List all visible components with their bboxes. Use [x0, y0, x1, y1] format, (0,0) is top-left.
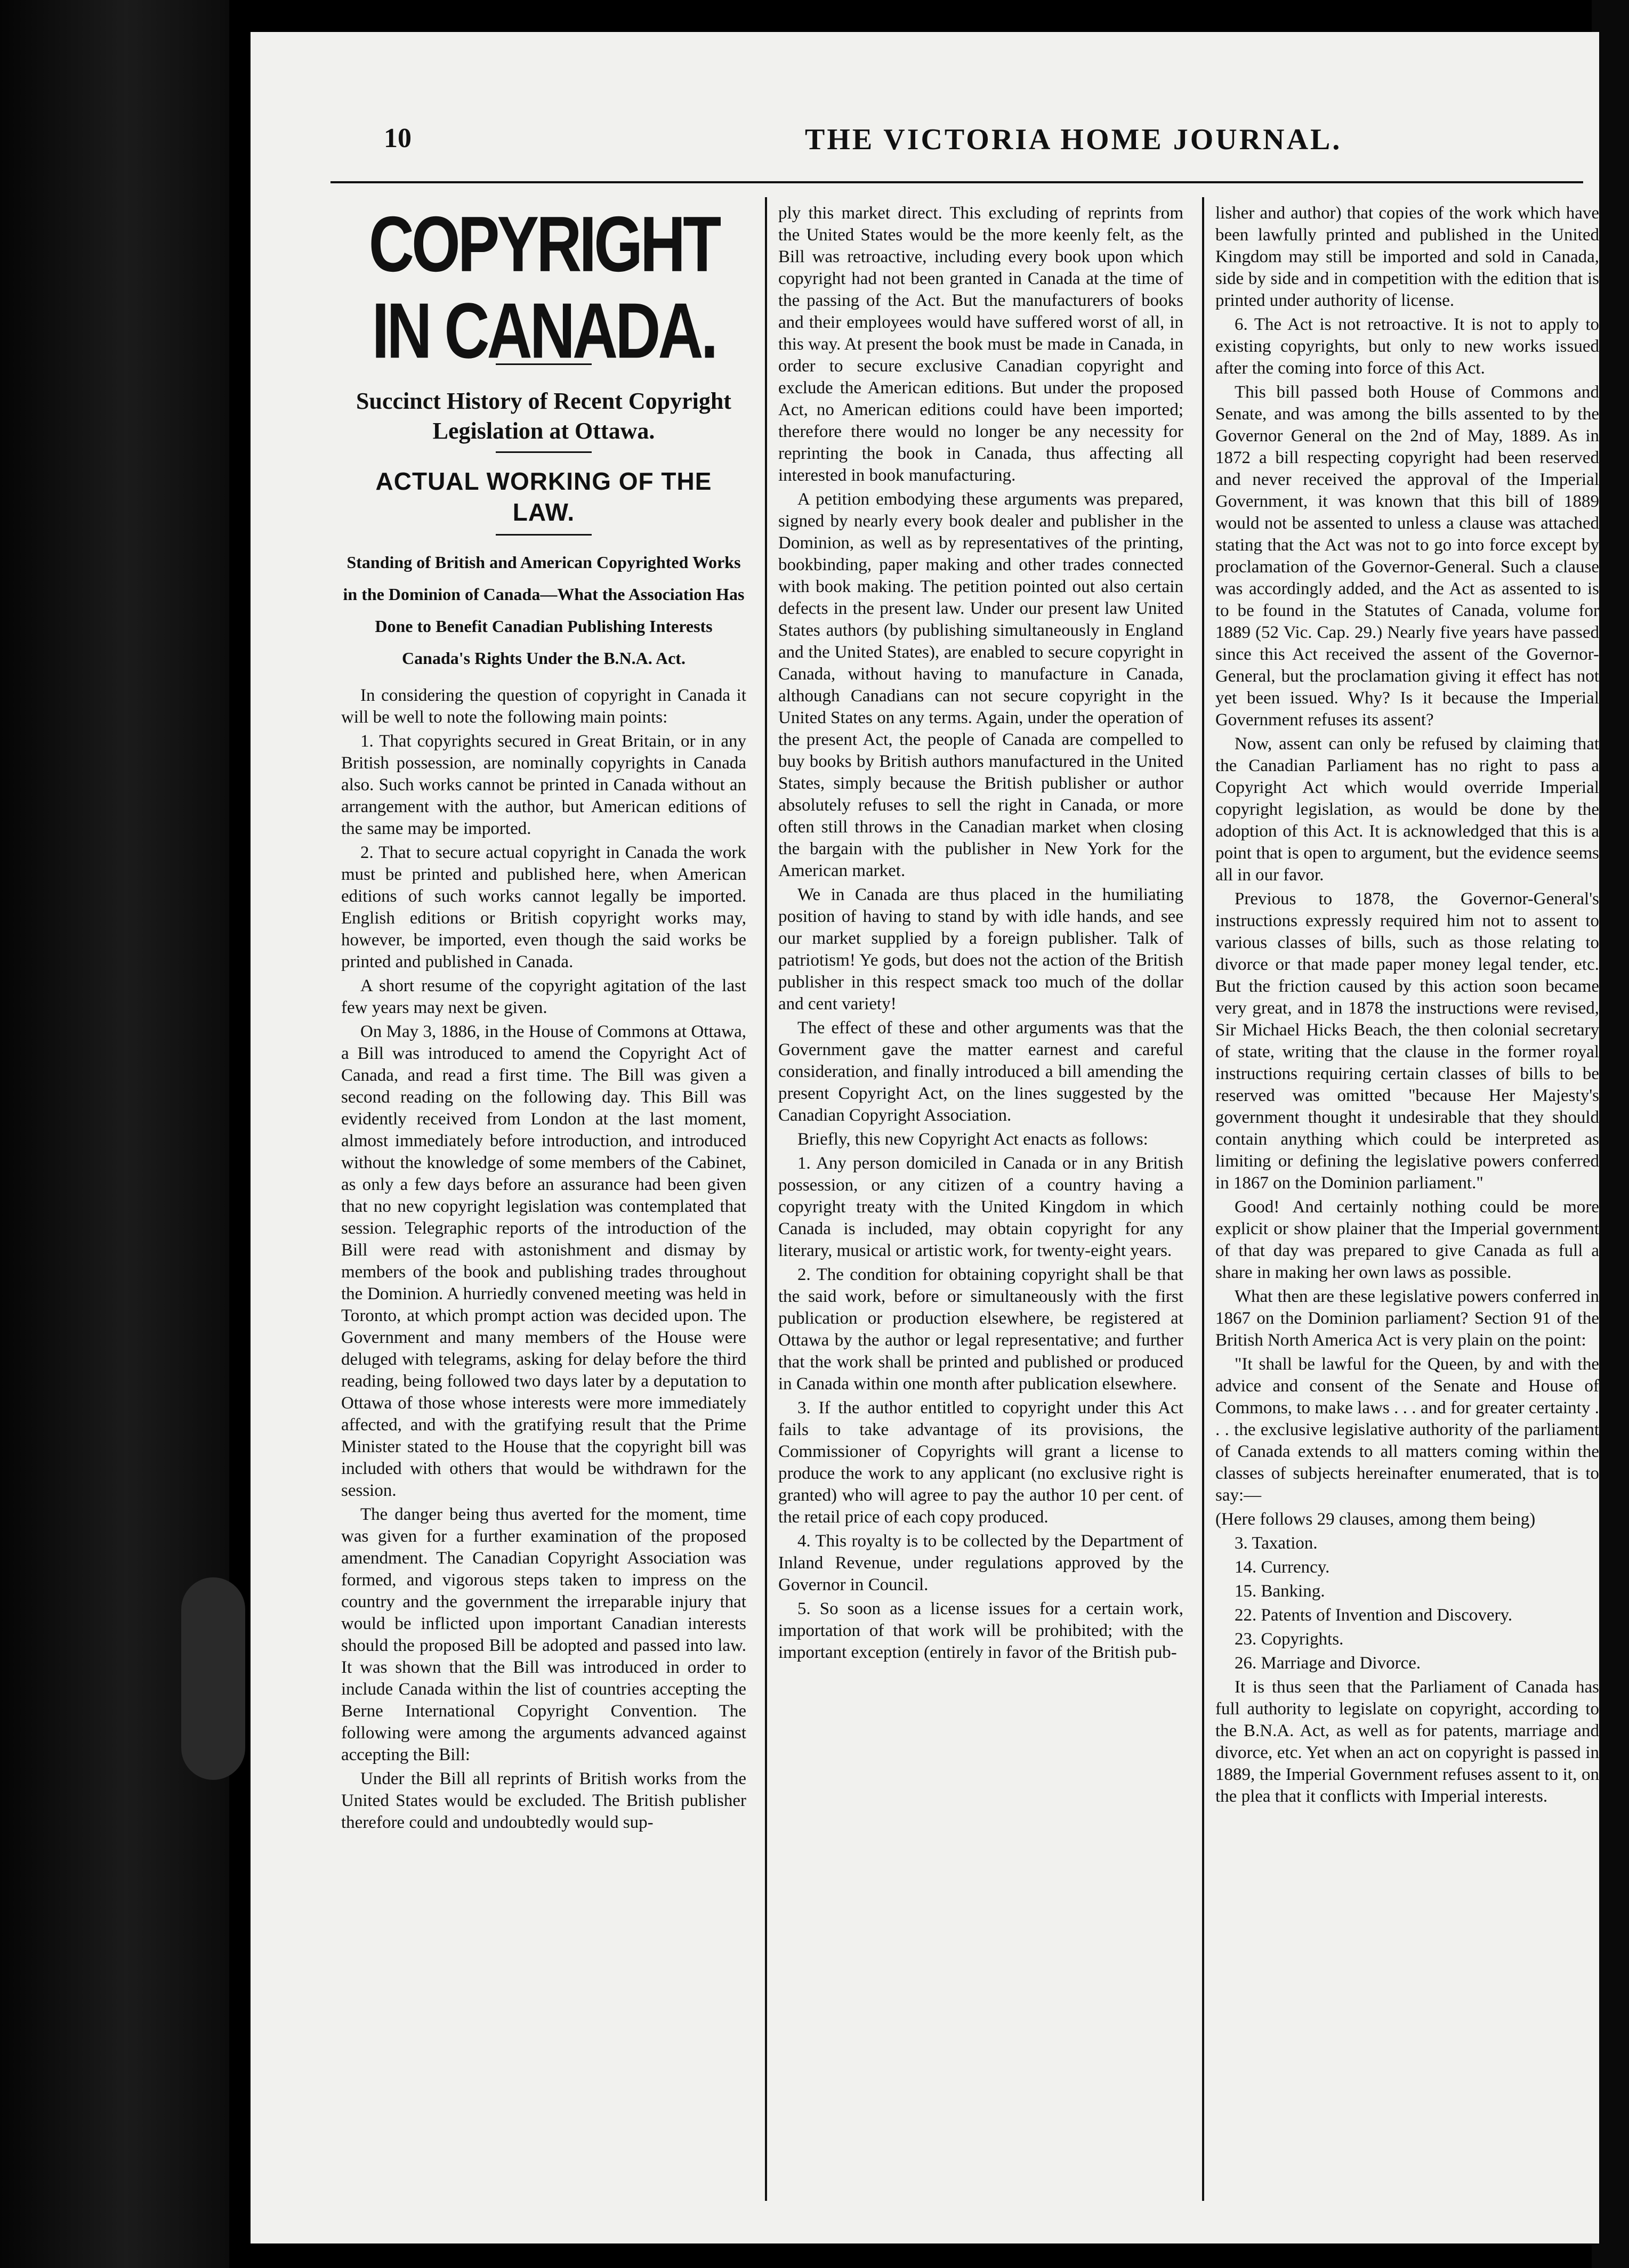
paragraph: 2. The condition for obtaining copyright shall be that the said work, before or simultaneously with the first publication or production elsewhere, be registered at Ottawa by the author or legal representative; and further that the work shall be printed and published or produced in Canada within one month after publication elsewhere.	[778, 1265, 1183, 1394]
paragraph: (Here follows 29 clauses, among them being)	[1215, 1510, 1536, 1529]
paragraph: The danger being thus averted for the moment, time was given for a further examination of the proposed amendment. The Canadian Copyright Association was formed, and vigorous steps taken to impress on the country and the government the irreparable injury that would be inflicted upon important Canadian interests should the proposed Bill be adopted and passed into law. It was shown that the Bill was introduced in order to include Canada within the list of countries accepting the Berne International Copyright Convention. The following were among the arguments advanced against accepting the Bill:	[341, 1505, 746, 1764]
binding-clip	[181, 1577, 245, 1780]
paragraph: Previous to 1878, the Governor-General's instructions expressly required him not to assent to various classes of bills, such as those relating to divorce or that made paper money legal tender, etc. But the friction caused by this action soon became very great, and in 1878 the instructions were revised, Sir Michael Hicks Beach, the then colonial secretary of state, writing that the clause in the former royal instructions requiring certain classes of bills to be reserved was omitted "because Her Majesty's government thought it undesirable that they should contain anything which could be interpreted as limiting or defining the legislative powers conferred in 1867 on the Dominion parliament."	[1215, 889, 1599, 1193]
column-divider	[1202, 197, 1204, 2201]
paragraph: What then are these legislative powers conferred in 1867 on the Dominion parliament? Section 91 of the British North America Act is very plain on the point:	[1215, 1287, 1599, 1350]
paragraph: A petition embodying these arguments was prepared, signed by nearly every book dealer and publisher in the Dominion, as well as by representatives of the printing, bookbinding, paper making and other trades connected with book making. The petition pointed out also certain defects in the present law. Under our present law United States authors (by publishing simultaneously in England and the United States), are enabled to secure copyright in Canada, without having to manufacture in Canada, although Canadians can not secure copyright in the United States on any terms. Again, under the operation of the present Act, the people of Canada are compelled to buy books by British authors manufactured in the United States, simply because the British publisher or author absolutely refuses to sell the right in Canada, or more often still throws in the Canadian market when closing the bargain with the publisher in New York for the American market.	[778, 490, 1183, 880]
paragraph: 3. If the author entitled to copyright under this Act fails to take advantage of its provisions, the Commissioner of Copyrights will grant a license to produce the work to any applicant (no exclusive right is granted) who will agree to pay the author 10 per cent. of the retail price of each copy produced.	[778, 1398, 1183, 1527]
paragraph: lisher and author) that copies of the work which have been lawfully printed and published in the United Kingdom may still be imported and sold in Canada, side by side and in competition with the edition that is printed under authority of license.	[1215, 204, 1599, 310]
paragraph: 6. The Act is not retroactive. It is not to apply to existing copyrights, but only to new works issued after the coming into force of this Act.	[1215, 315, 1599, 378]
book-binding-edge	[0, 0, 229, 2268]
column-divider	[765, 197, 767, 2201]
list-item: 15. Banking.	[1235, 1582, 1325, 1601]
paragraph: In considering the question of copyright in Canada it will be well to note the following main points:	[341, 686, 746, 727]
paragraph: Good! And certainly nothing could be more explicit or show plainer that the Imperial government of that day was prepared to give Canada as full a share in making her own laws as possible.	[1215, 1197, 1599, 1282]
paragraph: 1. That copyrights secured in Great Britain, or in any British possession, are nominally copyrights in Canada also. Such works cannot be printed in Canada without an arrangement with the author, but American editions of the same may be imported.	[341, 732, 746, 838]
column-3	[1215, 203, 1599, 2228]
article-heading: ACTUAL WORKING OF THE LAW.	[375, 467, 712, 526]
subtitle-rule	[496, 451, 592, 453]
paragraph: The effect of these and other arguments was that the Government gave the matter earnest and careful consideration, and finally introduced a bill amending the present Copyright Act, on the lines suggested by the Canadian Copyright Association.	[778, 1018, 1183, 1125]
paragraph: We in Canada are thus placed in the humiliating position of having to stand by with idle hands, and see our market supplied by a foreign publisher. Talk of patriotism! Ye gods, but does not the action of the British publisher in this respect smack too much of the dollar and cent variety!	[778, 885, 1183, 1014]
heading-rule	[496, 534, 592, 536]
article-subtitle: Succinct History of Recent Copyright Legislation at Ottawa.	[356, 388, 731, 444]
paragraph: 5. So soon as a license issues for a certain work, importation of that work will be prohibited; with the important exception (entirely in favor of the British pub-	[778, 1599, 1183, 1662]
article-title: COPYRIGHT IN CANADA.	[368, 203, 719, 375]
list-item: 22. Patents of Invention and Discovery.	[1235, 1606, 1513, 1625]
paragraph: 4. This royalty is to be collected by the Department of Inland Revenue, under regulations approved by the Governor in Council.	[778, 1532, 1183, 1594]
list-item: 3. Taxation.	[1235, 1534, 1318, 1553]
paragraph: Under the Bill all reprints of British works from the United States would be excluded. The British publisher therefore could and undoubtedly would sup-	[341, 1769, 746, 1832]
paragraph: "It shall be lawful for the Queen, by and with the advice and consent of the Senate and House of Commons, to make laws . . . and for greater certainty . . . the exclusive legislative authority of the parliament of Canada extends to all matters coming within the classes of subjects hereinafter enumerated, that is to say:—	[1215, 1355, 1599, 1505]
paragraph: This bill passed both House of Commons and Senate, and was among the bills assented to by the Governor General on the 2nd of May, 1889. As in 1872 a bill respecting copyright had been reserved and never received the approval of the Imperial Government, it was known that this bill of 1889 would not be assented to unless a clause was attached stating that the Act was not to go into force except by proclamation of the Governor-General. Such a clause was accordingly added, and the Act as assented to is to be found in the Statutes of Canada, volume for 1889 (52 Vic. Cap. 29.) Nearly five years have passed since this Act received the assent of the Governor-General, but the proclamation giving it effect has not yet been issued. Why? Is it because the Imperial Government refuses its assent?	[1215, 383, 1599, 730]
column-2	[778, 203, 1183, 2228]
page-number: 10	[384, 123, 412, 153]
list-item: 14. Currency.	[1235, 1558, 1330, 1577]
list-item: 26. Marriage and Divorce.	[1235, 1654, 1421, 1673]
article-deck	[341, 546, 746, 674]
journal-title: THE VICTORIA HOME JOURNAL.	[805, 123, 1342, 156]
paragraph: ply this market direct. This excluding of reprints from the United States would be the more keenly felt, as the Bill was retroactive, including every book upon which copyright had not been granted in Canada at the time of the passing of the Act. But the manufacturers of books and their employees would have suffered worst of all, in this way. At present the book must be made in Canada, in order to secure exclusive Canadian copyright and exclude the American editions. But under the proposed Act, no American editions could have been imported; therefore there would no longer be any necessity for reprinting the book in Canada, thus affecting all interested in book manufacturing.	[778, 204, 1183, 485]
deck-line: Standing of British and American Copyrighted Works in the Dominion of Canada—What the Association Has Done to Benefit Canadian Publishing Interests	[343, 553, 745, 636]
header-rule	[330, 181, 1583, 183]
column-1	[341, 203, 746, 2228]
paragraph: 1. Any person domiciled in Canada or in any British possession, or any citizen of a country having a copyright treaty with the United Kingdom in which Canada is included, may obtain copyright for any literary, musical or artistic work, for twenty-eight years.	[778, 1154, 1183, 1260]
newspaper-page	[251, 32, 1599, 2243]
paragraph: 2. That to secure actual copyright in Canada the work must be printed and published here, when American editions of such works cannot legally be imported. English editions or British copyright works may, however, be imported, even though the said works be printed and published in Canada.	[341, 843, 746, 971]
paragraph: Now, assent can only be refused by claiming that the Canadian Parliament has no right to pass a Copyright Act which would override Imperial copyright legislation, as would be done by the adoption of this Act. It is acknowledged that this is a point that is open to argument, but the evidence seems all in our favor.	[1215, 734, 1599, 885]
running-header	[251, 123, 1599, 171]
paragraph: Briefly, this new Copyright Act enacts as follows:	[797, 1130, 1148, 1149]
paragraph: A short resume of the copyright agitation of the last few years may next be given.	[341, 976, 746, 1017]
list-item: 23. Copyrights.	[1235, 1630, 1344, 1649]
paragraph: It is thus seen that the Parliament of Canada has full authority to legislate on copyright, according to the B.N.A. Act, as well as for patents, marriage and divorce, etc. Yet when an act on copyright is passed in 1889, the Imperial Government refuses assent to it, on the plea that it conflicts with Imperial interests.	[1215, 1678, 1599, 1806]
paragraph: On May 3, 1886, in the House of Commons at Ottawa, a Bill was introduced to amend the Copyright Act of Canada, and read a first time. The Bill was given a second reading on the following day. This Bill was evidently received from London at the last moment, almost immediately before introduction, and introduced without the knowledge of some members of the Cabinet, as only a few days before an assurance had been given that no new copyright legislation was contemplated that session. Telegraphic reports of the introduction of the Bill were read with astonishment and dismay by members of the book and publishing trades throughout the Dominion. A hurriedly convened meeting was held in Toronto, at which prompt action was decided upon. The Government and many members of the House were deluged with telegrams, asking for delay before the third reading, being followed two days later by a deputation to Ottawa of those whose interests were more immediately affected, and with the gratifying result that the Prime Minister stated to the House that the copyright bill was included with others that would be withdrawn for the session.	[341, 1022, 746, 1500]
deck-line: Canada's Rights Under the B.N.A. Act.	[402, 649, 686, 668]
